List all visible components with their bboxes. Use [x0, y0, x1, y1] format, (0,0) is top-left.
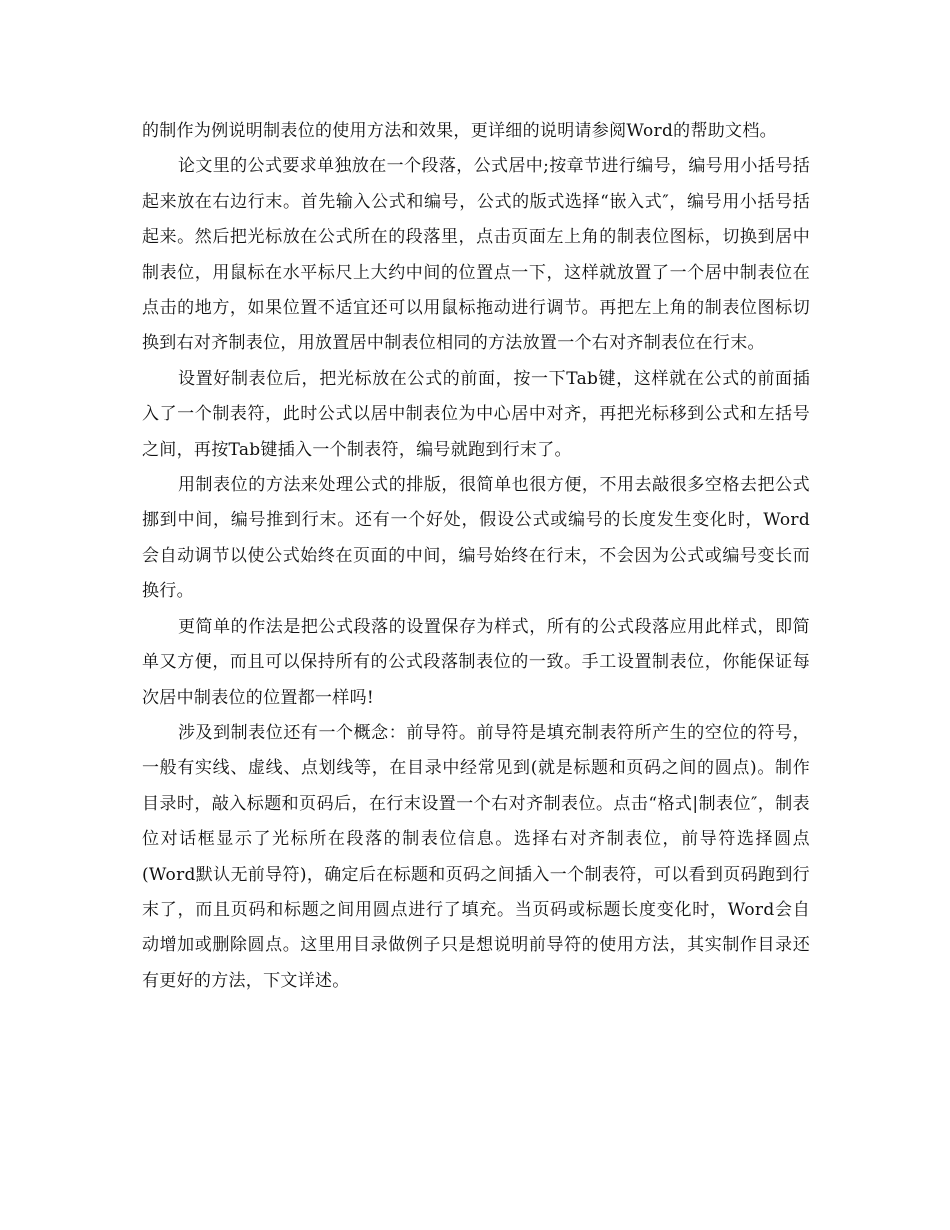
paragraph-tab-example-intro: 的制作为例说明制表位的使用方法和效果，更详细的说明请参阅Word的帮助文档。 — [142, 121, 777, 141]
paragraph-tab-advantages: 用制表位的方法来处理公式的排版，很简单也很方便，不用去敲很多空格去把公式挪到中间，编号推到行末。还有一个好处，假设公式或编号的长度发生变化时，Word会自动调节以使公式始终在页面的中间，编号始终在行末，不会因为公式或编号变长而换行。 — [142, 475, 810, 602]
paragraph-style-approach: 更简单的作法是把公式段落的设置保存为样式，所有的公式段落应用此样式，即简单又方便，而且可以保持所有的公式段落制表位的一致。手工设置制表位，你能保证每次居中制表位的位置都一样吗! — [142, 616, 810, 708]
paragraph-tab-insertion: 设置好制表位后，把光标放在公式的前面，按一下Tab键，这样就在公式的前面插入了一个制表符，此时公式以居中制表位为中心居中对齐，再把光标移到公式和左括号之间，再按Tab键插入一个制表符，编号就跑到行末了。 — [142, 368, 810, 460]
paragraph-leader-characters: 涉及到制表位还有一个概念：前导符。前导符是填充制表符所产生的空位的符号，一般有实线、虚线、点划线等，在目录中经常见到(就是标题和页码之间的圆点)。制作目录时，敲入标题和页码后，在行末设置一个右对齐制表位。点击“格式|制表位″，制表位对话框显示了光标所在段落的制表位信息。选择右对齐制表位，前导符选择圆点(Word默认无前导符)，确定后在标题和页码之间插入一个制表符，可以看到页码跑到行末了，而且页码和标题之间用圆点进行了填充。当页码或标题长度变化时，Word会自动增加或删除圆点。这里用目录做例子只是想说明前导符的使用方法，其实制作目录还有更好的方法，下文详述。 — [142, 722, 810, 991]
document-body — [142, 114, 810, 999]
paragraph-formula-requirements: 论文里的公式要求单独放在一个段落，公式居中;按章节进行编号，编号用小括号括起来放在右边行末。首先输入公式和编号，公式的版式选择“嵌入式″，编号用小括号括起来。然后把光标放在公式所在的段落里，点击页面左上角的制表位图标，切换到居中制表位，用鼠标在水平标尺上大约中间的位置点一下，这样就放置了一个居中制表位在点击的地方，如果位置不适宜还可以用鼠标拖动进行调节。再把左上角的制表位图标切换到右对齐制表位，用放置居中制表位相同的方法放置一个右对齐制表位在行末。 — [142, 156, 810, 354]
